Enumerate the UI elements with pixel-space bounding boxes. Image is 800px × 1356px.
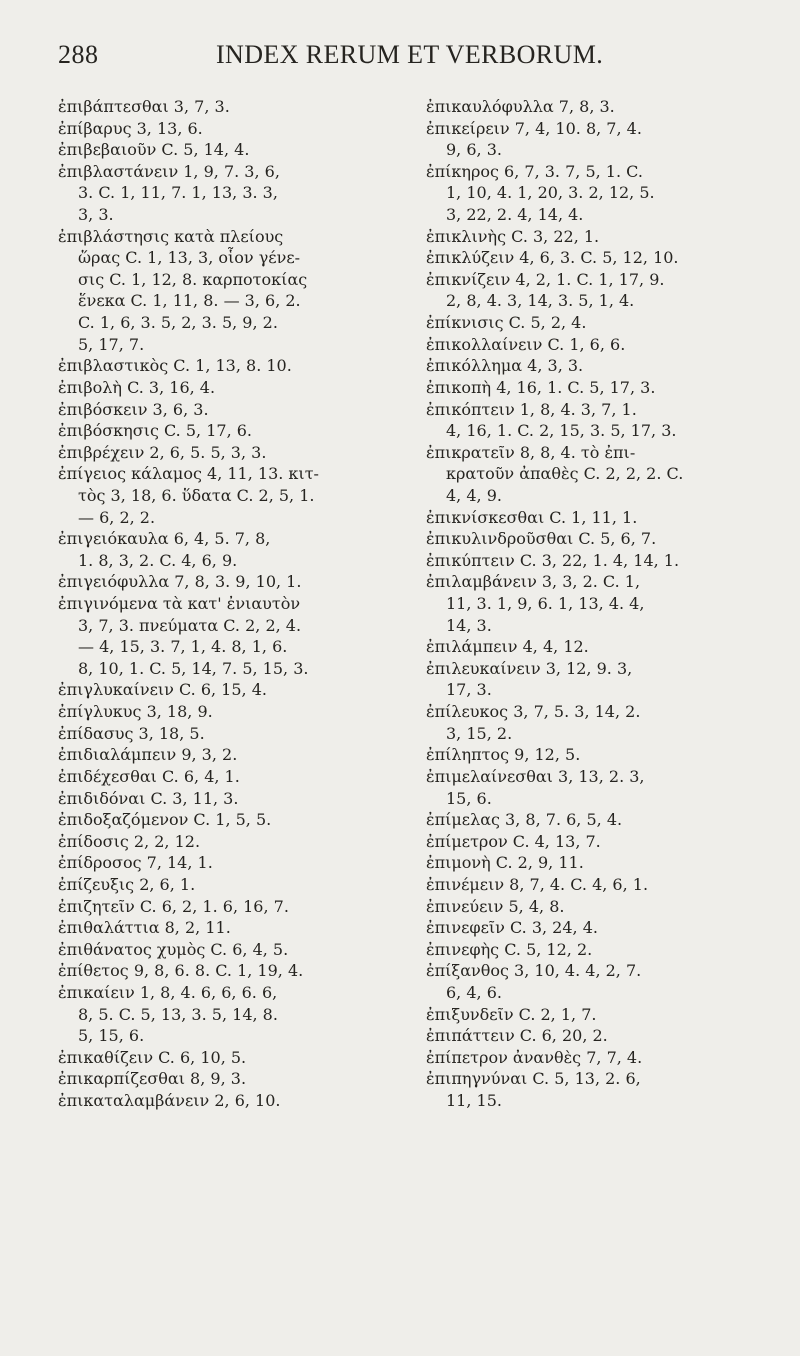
index-entry: ἐπικυλινδροῦσθαι C. 5, 6, 7. [426, 529, 657, 549]
index-column-left [58, 96, 408, 1112]
index-entry: ἐπιβρέχειν 2, 6, 5. 5, 3, 3. [58, 442, 267, 462]
index-entry: ἐπιμελαίνεσθαι 3, 13, 2. 3, [426, 766, 645, 786]
index-entry: ἐπικαίειν 1, 8, 4. 6, 6, 6. 6, [58, 982, 278, 1002]
index-entry: ἐπιζητεῖν C. 6, 2, 1. 6, 16, 7. [58, 896, 289, 916]
index-entry: ἐπιλαμβάνειν 3, 3, 2. C. 1, [426, 572, 641, 592]
index-entry: ἐπίγειος κάλαμος 4, 11, 13. κιτ- [58, 464, 319, 484]
index-entry-continuation: 5, 15, 6. [78, 1026, 145, 1046]
index-entry: ἐπίκηρος 6, 7, 3. 7, 5, 1. C. [426, 161, 643, 181]
index-entry: ἐπιγειόκαυλα 6, 4, 5. 7, 8, [58, 529, 271, 549]
index-entry: ἐπίληπτος 9, 12, 5. [426, 745, 581, 765]
index-entry-continuation: 3, 3. [78, 205, 114, 225]
index-entry-continuation: 1, 10, 4. 1, 20, 3. 2, 12, 5. [446, 183, 655, 203]
index-entry: ἐπίμελας 3, 8, 7. 6, 5, 4. [426, 810, 623, 830]
index-entry: ἐπιγειόφυλλα 7, 8, 3. 9, 10, 1. [58, 572, 302, 592]
index-entry: ἐπιβόσκησις C. 5, 17, 6. [58, 421, 252, 441]
index-entry-continuation: 14, 3. [446, 615, 492, 635]
index-entry: ἐπικοπὴ 4, 16, 1. C. 5, 17, 3. [426, 377, 656, 397]
index-entry: ἐπίλευκος 3, 7, 5. 3, 14, 2. [426, 702, 641, 722]
index-entry-continuation: 4, 16, 1. C. 2, 15, 3. 5, 17, 3. [446, 421, 677, 441]
index-entry-continuation: 3, 7, 3. πνεύματα C. 2, 2, 4. [78, 615, 302, 635]
index-entry: ἐπιλάμπειν 4, 4, 12. [426, 637, 589, 657]
index-entry: ἐπιβάπτεσθαι 3, 7, 3. [58, 97, 230, 116]
index-entry-continuation: 3, 22, 2. 4, 14, 4. [446, 205, 584, 225]
index-entry: ἐπίμετρον C. 4, 13, 7. [426, 831, 601, 851]
index-entry: ἐπινεφεῖν C. 3, 24, 4. [426, 918, 598, 938]
index-entry: ἐπιλευκαίνειν 3, 12, 9. 3, [426, 658, 633, 678]
index-entry: ἐπιξυνδεῖν C. 2, 1, 7. [426, 1004, 597, 1024]
index-entry: ἐπικαθίζειν C. 6, 10, 5. [58, 1047, 247, 1067]
index-entry: ἐπίδοσις 2, 2, 12. [58, 831, 201, 851]
index-entry-continuation: 5, 17, 7. [78, 334, 145, 354]
index-entry: ἐπινεύειν 5, 4, 8. [426, 896, 565, 916]
index-entry: ἐπιπηγνύναι C. 5, 13, 2. 6, [426, 1069, 641, 1089]
index-entry: ἐπιβεβαιοῦν C. 5, 14, 4. [58, 140, 250, 160]
index-entry: ἐπικύπτειν C. 3, 22, 1. 4, 14, 1. [426, 550, 680, 570]
index-entry: ἐπικολλαίνειν C. 1, 6, 6. [426, 334, 626, 354]
index-entry-continuation: 3, 15, 2. [446, 723, 513, 743]
index-entry: ἐπιπάττειν C. 6, 20, 2. [426, 1026, 608, 1046]
index-entry-continuation: 11, 15. [446, 1091, 502, 1111]
index-entry-continuation: τὸς 3, 18, 6. ὕδατα C. 2, 5, 1. [78, 485, 315, 505]
index-entry: ἐπικνίσκεσθαι C. 1, 11, 1. [426, 507, 638, 527]
index-entry: ἐπιβλαστάνειν 1, 9, 7. 3, 6, [58, 161, 280, 181]
index-entry: ἐπίβαρυς 3, 13, 6. [58, 118, 203, 138]
index-entry-continuation: 6, 4, 6. [446, 982, 502, 1002]
index-entry-continuation: 11, 3. 1, 9, 6. 1, 13, 4. 4, [446, 594, 645, 614]
index-entry: ἐπικλινὴς C. 3, 22, 1. [426, 226, 600, 246]
index-entry: ἐπικαταλαμβάνειν 2, 6, 10. [58, 1091, 281, 1111]
index-entry-continuation: σις C. 1, 12, 8. καρποτοκίας [78, 269, 308, 289]
index-entry-continuation: 8, 5. C. 5, 13, 3. 5, 14, 8. [78, 1004, 278, 1024]
index-column-right [426, 96, 778, 1112]
index-entry: ἐπιδοξαζόμενον C. 1, 5, 5. [58, 810, 272, 830]
index-entry: ἐπίδροσος 7, 14, 1. [58, 853, 213, 873]
index-entry-continuation: C. 1, 6, 3. 5, 2, 3. 5, 9, 2. [78, 313, 278, 333]
index-entry-continuation: κρατοῦν ἀπαθὲς C. 2, 2, 2. C. [446, 464, 684, 484]
index-entry-continuation: 9, 6, 3. [446, 140, 502, 160]
index-entry: ἐπικλύζειν 4, 6, 3. C. 5, 12, 10. [426, 248, 679, 268]
index-entry: ἐπικαρπίζεσθαι 8, 9, 3. [58, 1069, 247, 1089]
index-entry: ἐπικαυλόφυλλα 7, 8, 3. [426, 97, 615, 116]
index-entry: ἐπιβόσκειν 3, 6, 3. [58, 399, 209, 419]
index-entry: ἐπιβολὴ C. 3, 16, 4. [58, 377, 216, 397]
index-entry: ἐπίγλυκυς 3, 18, 9. [58, 702, 213, 722]
index-entry: ἐπιβλάστησις κατὰ πλείους [58, 226, 284, 246]
index-entry-continuation: 1. 8, 3, 2. C. 4, 6, 9. [78, 550, 238, 570]
index-entry: ἐπινέμειν 8, 7, 4. C. 4, 6, 1. [426, 874, 649, 894]
index-entry: ἐπιδιαλάμπειν 9, 3, 2. [58, 745, 238, 765]
index-entry: ἐπίδασυς 3, 18, 5. [58, 723, 205, 743]
index-entry-continuation: ὥρας C. 1, 13, 3, οἷον γένε- [78, 248, 301, 268]
index-entry: ἐπιδέχεσθαι C. 6, 4, 1. [58, 766, 240, 786]
index-entry-continuation: 17, 3. [446, 680, 492, 700]
index-entry-continuation: 4, 4, 9. [446, 485, 502, 505]
index-entry: ἐπιθάνατος χυμὸς C. 6, 4, 5. [58, 939, 289, 959]
index-entry-continuation: 3. C. 1, 11, 7. 1, 13, 3. 3, [78, 183, 278, 203]
index-entry: ἐπιθαλάττια 8, 2, 11. [58, 918, 231, 938]
index-entry-continuation: 2, 8, 4. 3, 14, 3. 5, 1, 4. [446, 291, 635, 311]
page-number: 288 [58, 40, 99, 69]
index-entry: ἐπικόπτειν 1, 8, 4. 3, 7, 1. [426, 399, 637, 419]
index-entry: ἐπιμονὴ C. 2, 9, 11. [426, 853, 584, 873]
index-entry-continuation: — 6, 2, 2. [78, 507, 156, 527]
index-entry: ἐπικνίζειν 4, 2, 1. C. 1, 17, 9. [426, 269, 665, 289]
index-entry-continuation: ἕνεκα C. 1, 11, 8. — 3, 6, 2. [78, 291, 301, 311]
index-entry: ἐπιδιδόναι C. 3, 11, 3. [58, 788, 239, 808]
index-entry: ἐπίθετος 9, 8, 6. 8. C. 1, 19, 4. [58, 961, 304, 981]
index-entry: ἐπιγινόμενα τὰ κατ' ἐνιαυτὸν [58, 594, 301, 614]
index-entry: ἐπιβλαστικὸς C. 1, 13, 8. 10. [58, 356, 292, 376]
index-entry: ἐπιγλυκαίνειν C. 6, 15, 4. [58, 680, 267, 700]
index-entry: ἐπικείρειν 7, 4, 10. 8, 7, 4. [426, 118, 642, 138]
index-entry: ἐπικόλλημα 4, 3, 3. [426, 356, 584, 376]
index-entry: ἐπίπετρον ἀνανθὲς 7, 7, 4. [426, 1047, 643, 1067]
running-title: INDEX RERUM ET VERBORUM. [216, 40, 604, 69]
index-entry: ἐπινεφὴς C. 5, 12, 2. [426, 939, 593, 959]
index-entry-continuation: 15, 6. [446, 788, 492, 808]
index-entry-continuation: — 4, 15, 3. 7, 1, 4. 8, 1, 6. [78, 637, 288, 657]
index-entry: ἐπίζευξις 2, 6, 1. [58, 874, 196, 894]
index-entry: ἐπίξανθος 3, 10, 4. 4, 2, 7. [426, 961, 642, 981]
index-entry-continuation: 8, 10, 1. C. 5, 14, 7. 5, 15, 3. [78, 658, 309, 678]
index-entry: ἐπικρατεῖν 8, 8, 4. τὸ ἐπι- [426, 442, 636, 462]
index-entry: ἐπίκνισις C. 5, 2, 4. [426, 313, 587, 333]
